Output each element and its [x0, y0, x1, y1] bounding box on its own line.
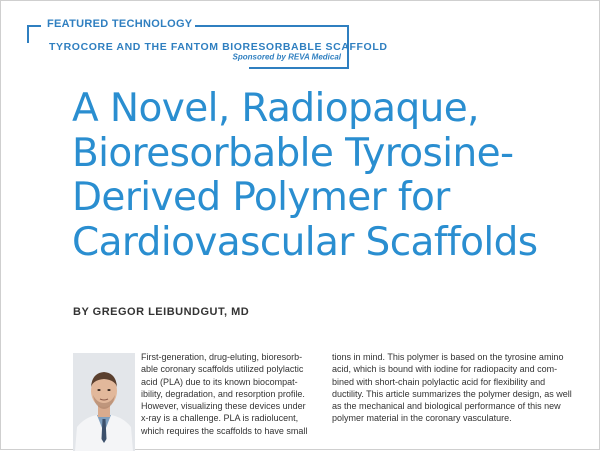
author-photo — [73, 353, 135, 451]
section-title: TYROCORE AND THE FANTOM BIORESORBABLE SCAFFOLD — [49, 41, 388, 53]
body-line: First-generation, drug-eluting, bioresorb- — [141, 352, 303, 362]
author-byline: BY GREGOR LEIBUNDGUT, MD — [73, 306, 250, 318]
body-line: acid (PLA) due to its known biocompat- — [141, 376, 298, 387]
featured-kicker: FEATURED TECHNOLOGY — [47, 18, 193, 30]
featured-header — [27, 17, 388, 69]
header-frame-line — [27, 25, 29, 43]
sponsor-line: Sponsored by REVA Medical — [232, 52, 341, 62]
title-line: A Novel, Radiopaque, — [72, 86, 479, 131]
body-line: bined with short-chain polylactic acid for flexibility and — [332, 376, 546, 387]
header-frame-line — [195, 25, 349, 27]
body-line: which requires the scaffolds to have small — [141, 425, 308, 436]
header-frame-line — [27, 25, 41, 27]
author-portrait-image — [73, 353, 135, 451]
body-line: However, visualizing these devices under — [141, 401, 306, 412]
body-line: tions in mind. This polymer is based on the tyrosine amino — [332, 352, 564, 362]
body-column-1 — [141, 351, 321, 437]
header-frame-line — [249, 67, 349, 69]
body-column-2 — [332, 351, 582, 425]
body-line: able coronary scaffolds utilized polylactic — [141, 364, 304, 375]
body-line: as the mechanical and biological performance of this new — [332, 401, 561, 412]
title-line: Derived Polymer for — [72, 175, 450, 220]
body-line: ductility. This article summarizes the polymer design, as well — [332, 388, 572, 399]
body-line: polymer material in the coronary vasculature. — [332, 413, 512, 424]
article-title — [72, 87, 592, 265]
body-line: ibility, degradation, and resorption profile. — [141, 388, 305, 399]
body-line: acid, which is bound with iodine for radiopacity and com- — [332, 364, 558, 375]
title-line: Cardiovascular Scaffolds — [72, 219, 538, 265]
body-line: x-ray is a challenge. PLA is radiolucent, — [141, 413, 299, 424]
title-line: Bioresorbable Tyrosine- — [72, 130, 514, 176]
